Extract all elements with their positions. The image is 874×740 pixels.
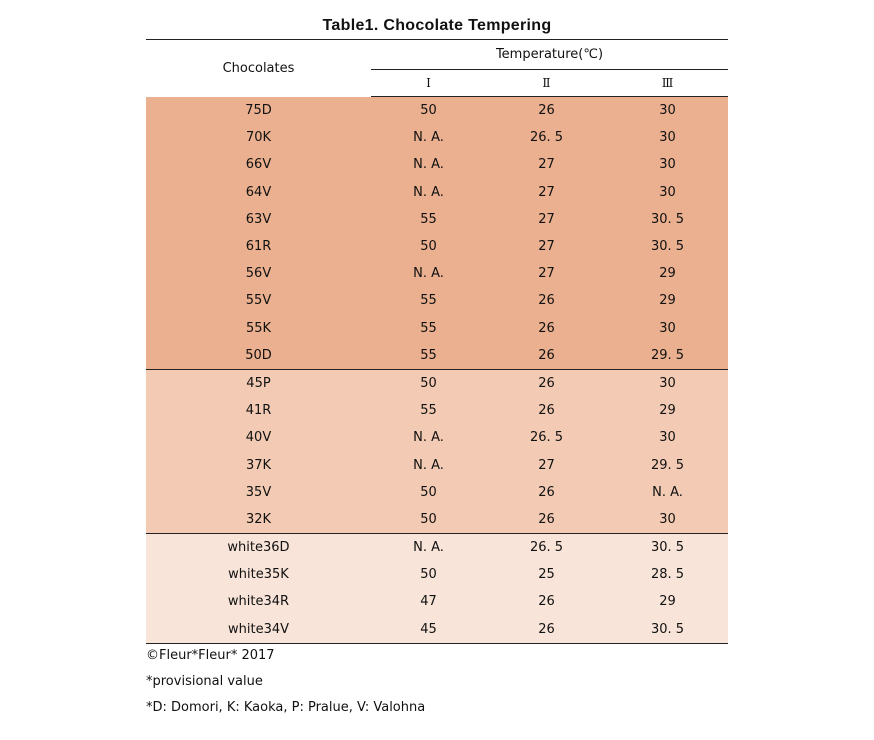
phase-2-cell: 26. 5 <box>486 534 607 562</box>
milk-chocolate-group <box>146 369 728 533</box>
phase-1-cell: N. A. <box>371 534 486 562</box>
phase-3-cell: 30 <box>607 506 728 534</box>
phase-1-cell: N. A. <box>371 424 486 451</box>
phase-1-cell: 50 <box>371 233 486 260</box>
phase-2-cell: 27 <box>486 451 607 478</box>
phase-3-cell: 30. 5 <box>607 616 728 644</box>
chocolate-name-cell: white34R <box>146 588 371 615</box>
phase-2-cell: 27 <box>486 260 607 287</box>
phase-3-cell: 29. 5 <box>607 342 728 370</box>
phase-2-cell: 26 <box>486 315 607 342</box>
phase-1-header: Ⅰ <box>371 70 486 97</box>
phase-3-cell: 30. 5 <box>607 206 728 233</box>
phase-3-cell: 29. 5 <box>607 451 728 478</box>
chocolate-name-cell: 50D <box>146 342 371 370</box>
phase-1-cell: 50 <box>371 479 486 506</box>
table-row <box>146 451 728 478</box>
table-row <box>146 233 728 260</box>
phase-1-cell: 50 <box>371 506 486 534</box>
footnotes <box>146 643 425 721</box>
phase-1-cell: 50 <box>371 97 486 125</box>
table-row <box>146 424 728 451</box>
phase-3-cell: 29 <box>607 588 728 615</box>
phase-3-cell: 30 <box>607 424 728 451</box>
table-row <box>146 534 728 562</box>
phase-3-header: Ⅲ <box>607 70 728 97</box>
phase-3-cell: 29 <box>607 260 728 287</box>
white-chocolate-group <box>146 534 728 644</box>
table-row <box>146 287 728 314</box>
phase-3-cell: 30 <box>607 97 728 125</box>
chocolate-name-cell: 61R <box>146 233 371 260</box>
table-row <box>146 97 728 125</box>
chocolate-name-cell: white36D <box>146 534 371 562</box>
chocolate-name-cell: 56V <box>146 260 371 287</box>
phase-3-cell: 29 <box>607 287 728 314</box>
phase-2-cell: 26 <box>486 342 607 370</box>
chocolate-name-cell: 66V <box>146 151 371 178</box>
table-row <box>146 397 728 424</box>
phase-2-cell: 26 <box>486 479 607 506</box>
phase-1-cell: 50 <box>371 561 486 588</box>
phase-1-cell: 50 <box>371 369 486 397</box>
phase-2-cell: 27 <box>486 206 607 233</box>
chocolate-name-cell: 75D <box>146 97 371 125</box>
phase-2-cell: 25 <box>486 561 607 588</box>
table-row <box>146 315 728 342</box>
chocolate-name-cell: 45P <box>146 369 371 397</box>
chocolate-name-cell: white34V <box>146 616 371 644</box>
phase-2-cell: 27 <box>486 233 607 260</box>
chocolates-header: Chocolates <box>146 40 371 97</box>
table-row <box>146 342 728 370</box>
phase-2-cell: 26. 5 <box>486 424 607 451</box>
table-row <box>146 479 728 506</box>
phase-2-cell: 26 <box>486 397 607 424</box>
phase-1-cell: 55 <box>371 397 486 424</box>
chocolate-name-cell: 40V <box>146 424 371 451</box>
table-row <box>146 179 728 206</box>
phase-3-cell: 30 <box>607 124 728 151</box>
chocolate-name-cell: white35K <box>146 561 371 588</box>
chocolate-name-cell: 63V <box>146 206 371 233</box>
phase-3-cell: 30 <box>607 315 728 342</box>
chocolate-name-cell: 55K <box>146 315 371 342</box>
chocolate-name-cell: 64V <box>146 179 371 206</box>
table-row <box>146 124 728 151</box>
table-header <box>146 40 728 97</box>
chocolate-name-cell: 37K <box>146 451 371 478</box>
phase-1-cell: 45 <box>371 616 486 644</box>
phase-1-cell: 55 <box>371 287 486 314</box>
table-title: Table1. Chocolate Tempering <box>322 17 552 34</box>
chocolate-name-cell: 55V <box>146 287 371 314</box>
phase-3-cell: 28. 5 <box>607 561 728 588</box>
dark-chocolate-group <box>146 97 728 370</box>
phase-1-cell: N. A. <box>371 260 486 287</box>
table-row <box>146 561 728 588</box>
table-row <box>146 616 728 644</box>
phase-1-cell: 47 <box>371 588 486 615</box>
phase-1-cell: N. A. <box>371 179 486 206</box>
table-row <box>146 151 728 178</box>
phase-2-cell: 26. 5 <box>486 124 607 151</box>
table-row <box>146 260 728 287</box>
phase-3-cell: 29 <box>607 397 728 424</box>
phase-3-cell: 30. 5 <box>607 233 728 260</box>
phase-3-cell: N. A. <box>607 479 728 506</box>
table-row <box>146 588 728 615</box>
phase-1-cell: N. A. <box>371 451 486 478</box>
chocolate-name-cell: 41R <box>146 397 371 424</box>
phase-2-cell: 26 <box>486 369 607 397</box>
phase-1-cell: N. A. <box>371 151 486 178</box>
chocolate-name-cell: 32K <box>146 506 371 534</box>
temperature-header: Temperature(℃) <box>371 40 728 70</box>
chocolate-name-cell: 70K <box>146 124 371 151</box>
brand-key-note: *D: Domori, K: Kaoka, P: Pralue, V: Valohna <box>146 700 426 715</box>
phase-3-cell: 30 <box>607 179 728 206</box>
phase-2-cell: 26 <box>486 616 607 644</box>
table-row <box>146 369 728 397</box>
table-row <box>146 206 728 233</box>
phase-2-header: Ⅱ <box>486 70 607 97</box>
chocolate-name-cell: 35V <box>146 479 371 506</box>
phase-2-cell: 26 <box>486 588 607 615</box>
phase-2-cell: 26 <box>486 287 607 314</box>
phase-2-cell: 27 <box>486 179 607 206</box>
provisional-note: *provisional value <box>146 674 263 689</box>
phase-3-cell: 30 <box>607 151 728 178</box>
phase-1-cell: 55 <box>371 206 486 233</box>
phase-3-cell: 30 <box>607 369 728 397</box>
phase-2-cell: 26 <box>486 97 607 125</box>
phase-1-cell: 55 <box>371 315 486 342</box>
copyright-note: ©Fleur*Fleur* 2017 <box>146 648 275 663</box>
table-row <box>146 506 728 534</box>
tempering-table <box>146 39 728 644</box>
phase-1-cell: N. A. <box>371 124 486 151</box>
phase-2-cell: 27 <box>486 151 607 178</box>
phase-3-cell: 30. 5 <box>607 534 728 562</box>
phase-1-cell: 55 <box>371 342 486 370</box>
phase-2-cell: 26 <box>486 506 607 534</box>
